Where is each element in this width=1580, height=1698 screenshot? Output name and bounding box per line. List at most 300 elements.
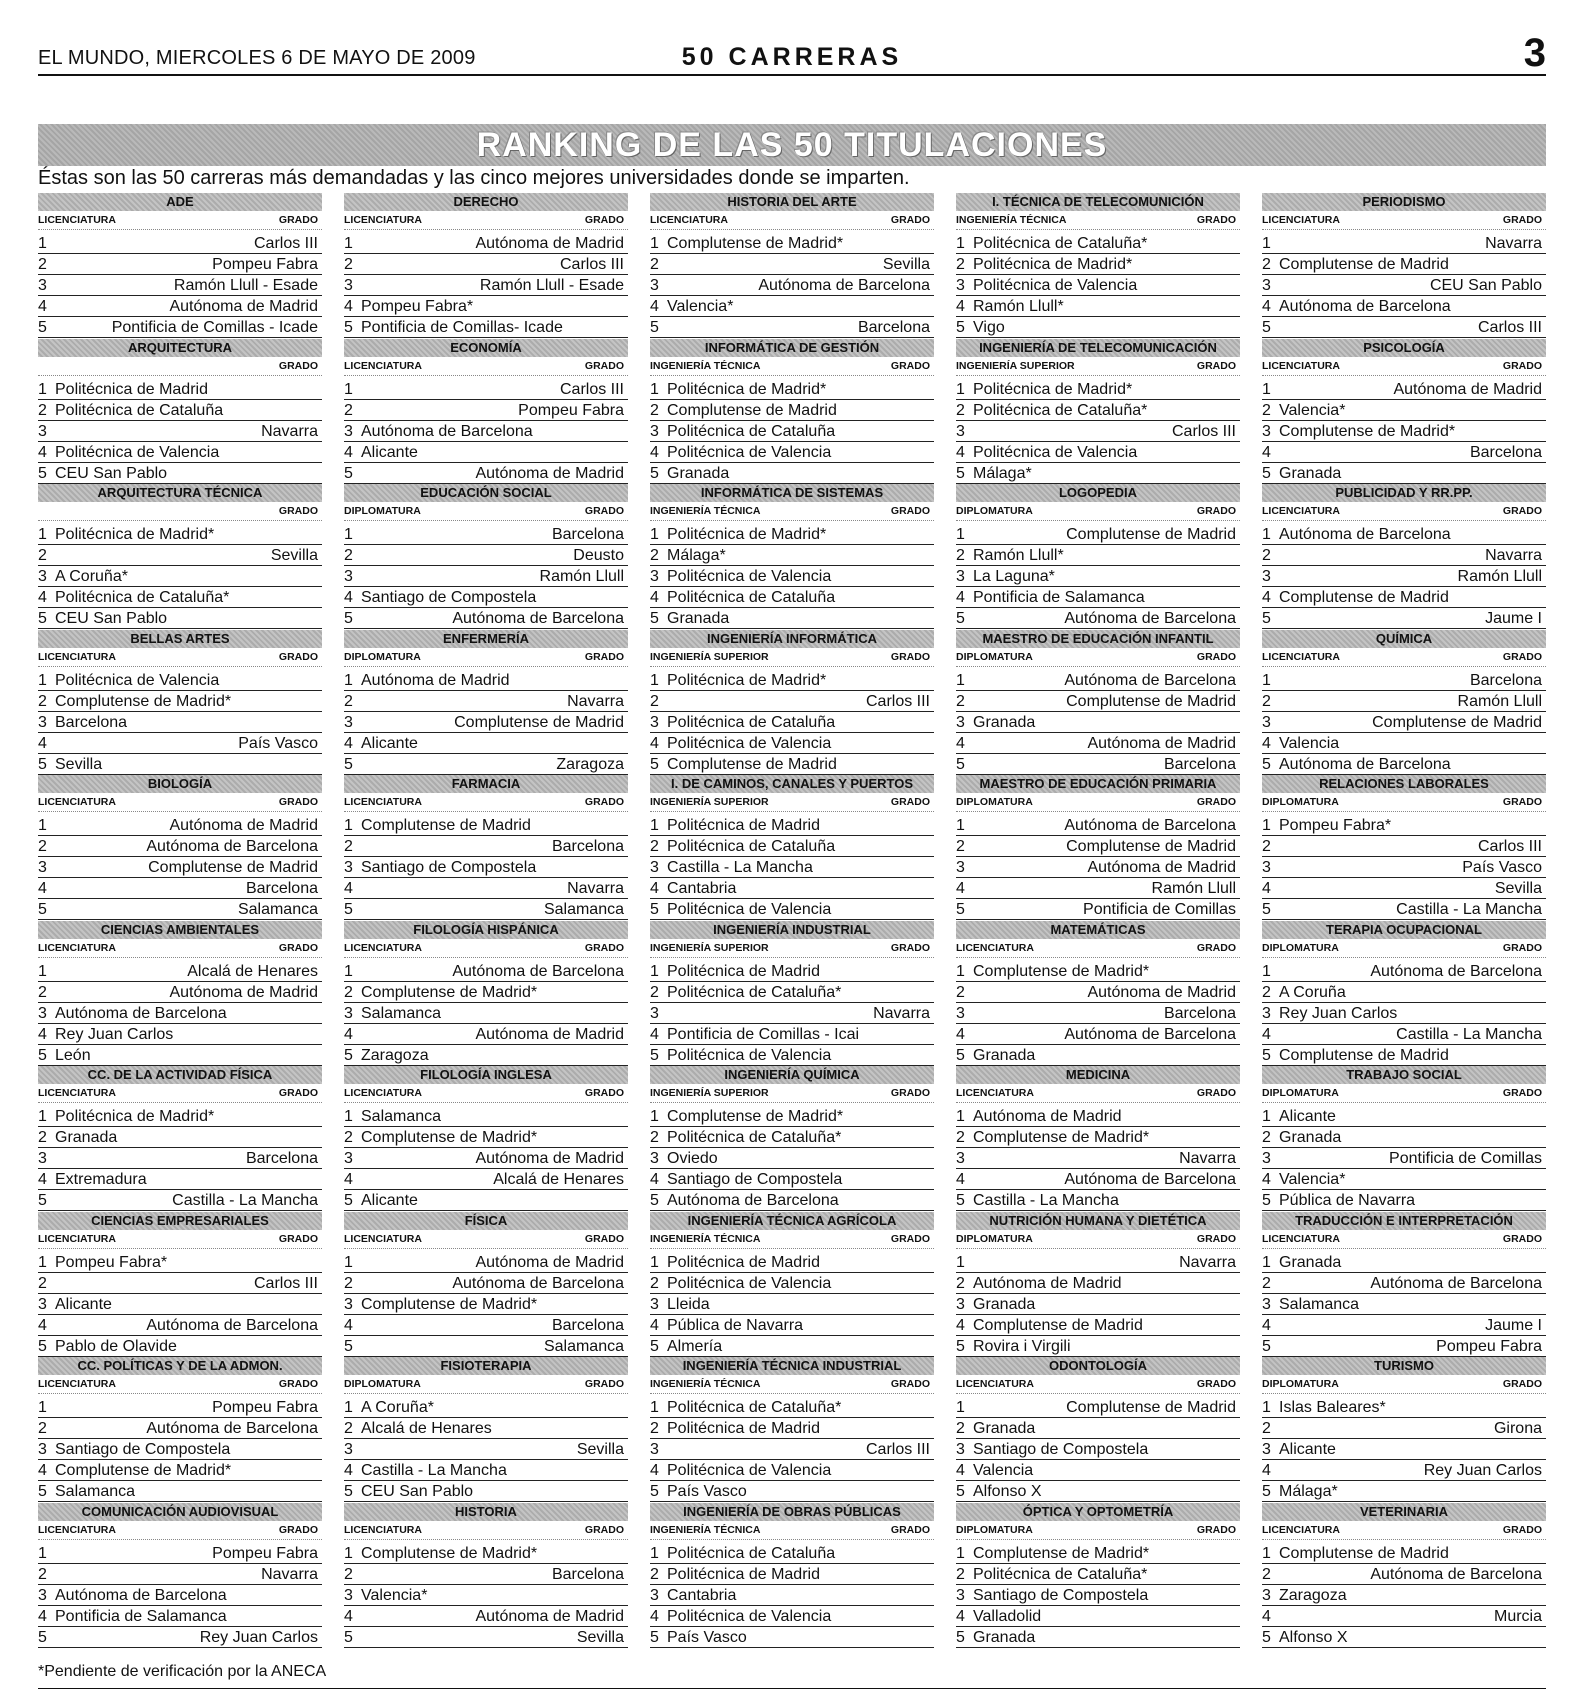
ranking-row xyxy=(1262,691,1546,712)
ranking-list xyxy=(38,670,322,775)
degree-subheader xyxy=(38,939,322,958)
ranking-row xyxy=(956,442,1240,463)
university-name: Autónoma de Madrid xyxy=(475,1253,624,1271)
ranking-row xyxy=(38,275,322,296)
university-name: Navarra xyxy=(261,422,318,440)
ranking-row xyxy=(650,1190,934,1211)
university-name: Castilla - La Mancha xyxy=(667,859,813,876)
ranking-row xyxy=(38,1190,322,1211)
degree-subheader xyxy=(344,502,628,521)
university-name: Vigo xyxy=(973,319,1005,336)
ranking-row xyxy=(650,254,934,275)
degree-type: DIPLOMATURA xyxy=(956,1232,1033,1245)
degree-title: MAESTRO DE EDUCACIÓN PRIMARIA xyxy=(956,775,1240,793)
university-name: Valencia* xyxy=(1279,1171,1346,1188)
degree-type: LICENCIATURA xyxy=(1262,1232,1340,1245)
degree-title: COMUNICACIÓN AUDIOVISUAL xyxy=(38,1503,322,1521)
rank-number: 3 xyxy=(956,1441,965,1458)
ranking-row xyxy=(344,545,628,566)
rank-number: 5 xyxy=(1262,1483,1271,1500)
university-name: Alicante xyxy=(361,443,418,461)
rank-number: 5 xyxy=(38,755,47,773)
subtitle: Éstas son las 50 carreras más demandadas y las cinco mejores universidades donde se imparten. xyxy=(38,167,910,189)
degree-title: RELACIONES LABORALES xyxy=(1262,775,1546,793)
university-name: Autónoma de Barcelona xyxy=(55,1586,227,1604)
ranking-row xyxy=(650,1460,934,1481)
rank-number: 1 xyxy=(1262,1399,1271,1416)
grado-label: GRADO xyxy=(584,941,624,954)
ranking-row xyxy=(956,1564,1240,1585)
degree-type: LICENCIATURA xyxy=(38,214,116,226)
degree-block xyxy=(650,1503,934,1649)
grado-label: GRADO xyxy=(584,214,624,226)
ranking-row xyxy=(956,1397,1240,1418)
rank-number: 4 xyxy=(38,880,47,897)
university-name: Alicante xyxy=(1279,1108,1336,1125)
rank-number: 4 xyxy=(650,734,659,752)
ranking-row xyxy=(650,463,934,484)
rank-number: 3 xyxy=(344,1004,353,1022)
rank-number: 4 xyxy=(38,1607,47,1625)
degree-block xyxy=(650,484,934,630)
rank-number: 2 xyxy=(344,401,353,419)
rank-number: 5 xyxy=(344,464,353,482)
ranking-row xyxy=(344,857,628,878)
ranking-list xyxy=(1262,524,1546,629)
university-name: Complutense de Madrid xyxy=(973,1316,1143,1334)
ranking-row xyxy=(1262,836,1546,857)
ranking-column xyxy=(38,193,322,1653)
rank-number: 5 xyxy=(650,1192,659,1209)
grado-label: GRADO xyxy=(278,359,318,372)
university-name: Extremadura xyxy=(55,1171,147,1188)
degree-title: TERAPIA OCUPACIONAL xyxy=(1262,921,1546,939)
university-name: Complutense de Madrid xyxy=(1066,692,1236,710)
ranking-row xyxy=(1262,1045,1546,1066)
rank-number: 2 xyxy=(956,983,965,1001)
degree-title: INGENIERÍA INFORMÁTICA xyxy=(650,630,934,648)
rank-number: 3 xyxy=(38,859,47,876)
university-name: Castilla - La Mancha xyxy=(1396,1025,1542,1043)
degree-type: LICENCIATURA xyxy=(956,1087,1034,1099)
rank-number: 2 xyxy=(650,1129,659,1146)
university-name: Salamanca xyxy=(237,901,318,918)
rank-number: 3 xyxy=(956,1004,965,1022)
ranking-row xyxy=(38,421,322,442)
ranking-list xyxy=(38,815,322,920)
rank-number: 2 xyxy=(38,256,47,273)
degree-block xyxy=(1262,921,1546,1067)
degree-subheader xyxy=(38,648,322,667)
ranking-row xyxy=(650,1543,934,1564)
university-name: Carlos III xyxy=(1477,838,1542,855)
newspaper-dateline: EL MUNDO, MIERCOLES 6 DE MAYO DE 2009 xyxy=(38,47,476,69)
university-name: Complutense de Madrid xyxy=(1066,1399,1236,1416)
grado-label: GRADO xyxy=(278,214,318,226)
rank-number: 5 xyxy=(650,319,659,336)
degree-block xyxy=(1262,339,1546,485)
ranking-list xyxy=(956,379,1240,484)
degree-subheader xyxy=(344,211,628,230)
rank-number: 1 xyxy=(956,380,965,398)
ranking-row xyxy=(38,836,322,857)
grado-label: GRADO xyxy=(584,1378,624,1390)
rank-number: 3 xyxy=(344,422,353,440)
ranking-row xyxy=(650,1045,934,1066)
degree-title: FISIOTERAPIA xyxy=(344,1357,628,1375)
ranking-row xyxy=(650,1148,934,1169)
university-name: Complutense de Madrid* xyxy=(55,1462,232,1479)
degree-type: LICENCIATURA xyxy=(38,941,116,954)
university-name: Politécnica de Cataluña xyxy=(667,589,836,606)
rank-number: 3 xyxy=(38,1004,47,1022)
degree-subheader xyxy=(956,357,1240,376)
university-name: Pontificia de Comillas - Icai xyxy=(667,1025,860,1043)
rank-number: 3 xyxy=(650,1441,659,1458)
grado-label: GRADO xyxy=(278,1232,318,1245)
degree-subheader xyxy=(1262,1375,1546,1394)
ranking-row xyxy=(650,836,934,857)
rank-number: 2 xyxy=(38,1565,47,1583)
degree-subheader xyxy=(956,1521,1240,1540)
ranking-row xyxy=(344,1003,628,1024)
rank-number: 1 xyxy=(38,235,47,252)
rank-number: 1 xyxy=(344,380,353,398)
university-name: Autónoma de Barcelona xyxy=(1370,1274,1542,1292)
grado-label: GRADO xyxy=(890,1378,930,1390)
rank-number: 2 xyxy=(650,983,659,1001)
degree-block xyxy=(38,339,322,485)
degree-block xyxy=(650,630,934,776)
rank-number: 5 xyxy=(956,1628,965,1646)
degree-subheader xyxy=(344,1375,628,1394)
rank-number: 5 xyxy=(956,1483,965,1500)
university-name: Jaume I xyxy=(1485,1316,1542,1334)
ranking-row xyxy=(956,1543,1240,1564)
grado-label: GRADO xyxy=(278,1087,318,1099)
degree-subheader xyxy=(344,1084,628,1103)
ranking-list xyxy=(38,1543,322,1648)
ranking-row xyxy=(956,712,1240,733)
degree-title: TRADUCCIÓN E INTERPRETACIÓN xyxy=(1262,1212,1546,1230)
ranking-row xyxy=(344,754,628,775)
degree-subheader xyxy=(38,793,322,812)
university-name: Complutense de Madrid xyxy=(1279,589,1449,606)
degree-block xyxy=(38,921,322,1067)
ranking-row xyxy=(38,254,322,275)
university-name: Zaragoza xyxy=(361,1046,429,1064)
ranking-row xyxy=(956,670,1240,691)
grado-label: GRADO xyxy=(890,1523,930,1536)
rank-number: 3 xyxy=(1262,422,1271,440)
university-name: Rey Juan Carlos xyxy=(199,1628,318,1646)
ranking-row xyxy=(956,1003,1240,1024)
degree-block xyxy=(344,1066,628,1212)
rank-number: 3 xyxy=(38,1150,47,1167)
degree-subheader xyxy=(344,1521,628,1540)
rank-number: 2 xyxy=(1262,1129,1271,1146)
university-name: Navarra xyxy=(1179,1253,1236,1271)
university-name: Alfonso X xyxy=(973,1483,1042,1500)
ranking-row xyxy=(38,878,322,899)
university-name: Autónoma de Madrid xyxy=(973,1108,1122,1125)
ranking-row xyxy=(956,1336,1240,1357)
university-name: Barcelona xyxy=(857,319,930,336)
rank-number: 5 xyxy=(1262,319,1271,336)
degree-title: VETERINARIA xyxy=(1262,1503,1546,1521)
university-name: Granada xyxy=(973,713,1036,731)
rank-number: 1 xyxy=(1262,817,1271,834)
rank-number: 1 xyxy=(956,817,965,834)
degree-type: DIPLOMATURA xyxy=(956,505,1033,517)
ranking-row xyxy=(650,1481,934,1502)
ranking-row xyxy=(1262,1003,1546,1024)
university-name: Pompeu Fabra* xyxy=(1279,817,1392,834)
rank-number: 4 xyxy=(650,1025,659,1043)
university-name: Ramón Llull xyxy=(1457,692,1542,710)
ranking-row xyxy=(344,1294,628,1315)
ranking-row xyxy=(956,815,1240,836)
degree-block xyxy=(650,193,934,339)
ranking-row xyxy=(956,545,1240,566)
university-name: Autónoma de Barcelona xyxy=(1064,671,1236,689)
degree-title: CIENCIAS AMBIENTALES xyxy=(38,921,322,939)
degree-title: I. DE CAMINOS, CANALES Y PUERTOS xyxy=(650,775,934,793)
university-name: Santiago de Compostela xyxy=(973,1586,1149,1604)
rank-number: 5 xyxy=(1262,464,1271,482)
rank-number: 2 xyxy=(1262,1565,1271,1583)
rank-number: 4 xyxy=(38,1025,47,1043)
degree-type: LICENCIATURA xyxy=(344,359,422,372)
grado-label: GRADO xyxy=(1196,359,1236,372)
ranking-row xyxy=(650,1627,934,1648)
degree-title: QUÍMICA xyxy=(1262,630,1546,648)
university-name: Politécnica de Cataluña xyxy=(667,1544,836,1562)
ranking-row xyxy=(1262,1418,1546,1439)
ranking-row xyxy=(1262,1315,1546,1336)
rank-number: 4 xyxy=(650,1607,659,1625)
rank-number: 3 xyxy=(956,713,965,731)
university-name: Politécnica de Valencia xyxy=(667,1274,832,1292)
university-name: Politécnica de Valencia xyxy=(667,734,832,752)
rank-number: 5 xyxy=(38,1483,47,1500)
university-name: Complutense de Madrid* xyxy=(973,962,1150,980)
ranking-row xyxy=(38,1336,322,1357)
rank-number: 1 xyxy=(956,235,965,252)
ranking-row xyxy=(344,691,628,712)
university-name: Carlos III xyxy=(253,1274,318,1292)
degree-subheader xyxy=(38,1084,322,1103)
degree-subheader xyxy=(344,1230,628,1249)
university-name: Complutense de Madrid xyxy=(1066,838,1236,855)
rank-number: 3 xyxy=(38,1295,47,1313)
degree-type: LICENCIATURA xyxy=(344,941,422,954)
degree-title: CC. DE LA ACTIVIDAD FÍSICA xyxy=(38,1066,322,1084)
rank-number: 4 xyxy=(956,1025,965,1043)
rank-number: 5 xyxy=(956,1192,965,1209)
ranking-row xyxy=(650,1273,934,1294)
rank-number: 5 xyxy=(956,901,965,918)
ranking-list xyxy=(1262,233,1546,338)
rank-number: 2 xyxy=(344,692,353,710)
ranking-row xyxy=(38,1606,322,1627)
university-name: Pompeu Fabra xyxy=(212,1544,318,1562)
university-name: Cantabria xyxy=(667,1586,737,1604)
degree-block xyxy=(956,775,1240,921)
ranking-row xyxy=(956,275,1240,296)
rank-number: 2 xyxy=(1262,547,1271,564)
university-name: Politécnica de Cataluña xyxy=(667,713,836,731)
degree-subheader xyxy=(650,793,934,812)
degree-subheader xyxy=(38,1230,322,1249)
ranking-list xyxy=(650,1397,934,1502)
university-name: Valencia* xyxy=(361,1586,428,1604)
rank-number: 5 xyxy=(344,1337,353,1355)
grado-label: GRADO xyxy=(1196,1232,1236,1245)
ranking-row xyxy=(38,1003,322,1024)
rank-number: 2 xyxy=(956,256,965,273)
university-name: A Coruña* xyxy=(55,568,128,585)
university-name: Sevilla xyxy=(1494,880,1542,897)
university-name: Politécnica de Valencia xyxy=(667,1046,832,1064)
degree-title: INGENIERÍA QUÍMICA xyxy=(650,1066,934,1084)
degree-title: HISTORIA DEL ARTE xyxy=(650,193,934,211)
ranking-row xyxy=(1262,400,1546,421)
grado-label: GRADO xyxy=(584,1087,624,1099)
ranking-row xyxy=(956,254,1240,275)
ranking-row xyxy=(1262,1564,1546,1585)
ranking-row xyxy=(344,1106,628,1127)
university-name: Autónoma de Barcelona xyxy=(1064,1171,1236,1188)
degree-block xyxy=(38,193,322,339)
university-name: Complutense de Madrid* xyxy=(55,692,232,710)
university-name: Complutense de Madrid xyxy=(148,859,318,876)
university-name: Complutense de Madrid xyxy=(454,713,624,731)
rank-number: 1 xyxy=(956,1544,965,1562)
rank-number: 3 xyxy=(1262,859,1271,876)
rank-number: 4 xyxy=(38,443,47,461)
university-name: Granada xyxy=(973,1046,1036,1064)
university-name: Politécnica de Valencia xyxy=(973,277,1138,294)
university-name: Salamanca xyxy=(1279,1295,1360,1313)
ranking-row xyxy=(38,1543,322,1564)
ranking-list xyxy=(1262,1543,1546,1648)
university-name: Rey Juan Carlos xyxy=(1423,1462,1542,1479)
rank-number: 1 xyxy=(38,817,47,834)
degree-block xyxy=(38,1357,322,1503)
ranking-row xyxy=(38,1627,322,1648)
university-name: Politécnica de Madrid* xyxy=(667,380,827,398)
ranking-row xyxy=(38,379,322,400)
university-name: Oviedo xyxy=(667,1150,718,1167)
ranking-list xyxy=(38,524,322,629)
degree-block xyxy=(1262,484,1546,630)
degree-title: MATEMÁTICAS xyxy=(956,921,1240,939)
rank-number: 4 xyxy=(650,1316,659,1334)
rank-number: 4 xyxy=(650,880,659,897)
university-name: Granada xyxy=(973,1628,1036,1646)
rank-number: 2 xyxy=(344,983,353,1001)
ranking-row xyxy=(956,1273,1240,1294)
ranking-list xyxy=(956,670,1240,775)
rank-number: 4 xyxy=(956,1171,965,1188)
rank-number: 4 xyxy=(650,1462,659,1479)
rank-number: 3 xyxy=(956,422,965,440)
degree-title: INGENIERÍA TÉCNICA AGRÍCOLA xyxy=(650,1212,934,1230)
rank-number: 1 xyxy=(344,817,353,834)
degree-block xyxy=(956,921,1240,1067)
university-name: Politécnica de Madrid xyxy=(667,1565,820,1583)
grado-label: GRADO xyxy=(890,796,930,808)
university-name: Zaragoza xyxy=(1279,1586,1347,1604)
rank-number: 5 xyxy=(38,1046,47,1064)
rank-number: 4 xyxy=(38,1171,47,1188)
ranking-row xyxy=(38,524,322,545)
university-name: Alicante xyxy=(55,1295,112,1313)
rank-number: 3 xyxy=(650,859,659,876)
rank-number: 1 xyxy=(650,235,659,252)
ranking-row xyxy=(344,1397,628,1418)
rank-number: 4 xyxy=(38,734,47,752)
ranking-row xyxy=(344,296,628,317)
ranking-list xyxy=(956,524,1240,629)
ranking-row xyxy=(38,691,322,712)
university-name: Pontificia de Salamanca xyxy=(55,1607,227,1625)
rank-number: 4 xyxy=(956,1607,965,1625)
rank-number: 2 xyxy=(344,838,353,855)
ranking-row xyxy=(344,400,628,421)
ranking-row xyxy=(956,1148,1240,1169)
university-name: Sevilla xyxy=(55,755,103,773)
university-name: Autónoma de Madrid xyxy=(169,817,318,834)
university-name: Alfonso X xyxy=(1279,1628,1348,1646)
degree-type: INGENIERÍA TÉCNICA xyxy=(650,359,761,372)
university-name: Cantabria xyxy=(667,880,737,897)
rank-number: 3 xyxy=(344,1441,353,1458)
ranking-list xyxy=(956,961,1240,1066)
ranking-row xyxy=(38,1148,322,1169)
ranking-row xyxy=(650,524,934,545)
degree-subheader xyxy=(1262,1521,1546,1540)
ranking-row xyxy=(650,421,934,442)
university-name: CEU San Pablo xyxy=(55,610,168,627)
rank-number: 3 xyxy=(650,1295,659,1313)
degree-block xyxy=(38,1212,322,1358)
university-name: Autónoma de Madrid xyxy=(973,1274,1122,1292)
rank-number: 5 xyxy=(650,901,659,918)
university-name: Autónoma de Madrid xyxy=(1087,734,1236,752)
ranking-row xyxy=(956,317,1240,338)
degree-subheader xyxy=(344,939,628,958)
ranking-row xyxy=(956,421,1240,442)
rank-number: 3 xyxy=(38,713,47,731)
university-name: Pablo de Olavide xyxy=(55,1337,177,1355)
rank-number: 2 xyxy=(344,1274,353,1292)
rank-number: 1 xyxy=(956,526,965,543)
ranking-row xyxy=(38,1273,322,1294)
degree-title: BELLAS ARTES xyxy=(38,630,322,648)
rank-number: 3 xyxy=(344,1150,353,1167)
degree-block xyxy=(38,630,322,776)
degree-type: INGENIERÍA TÉCNICA xyxy=(650,505,761,517)
degree-type: LICENCIATURA xyxy=(38,1378,116,1390)
university-name: Navarra xyxy=(567,880,624,897)
ranking-row xyxy=(38,463,322,484)
ranking-list xyxy=(344,524,628,629)
rank-number: 5 xyxy=(344,319,353,336)
rank-number: 2 xyxy=(344,1129,353,1146)
grado-label: GRADO xyxy=(584,796,624,808)
